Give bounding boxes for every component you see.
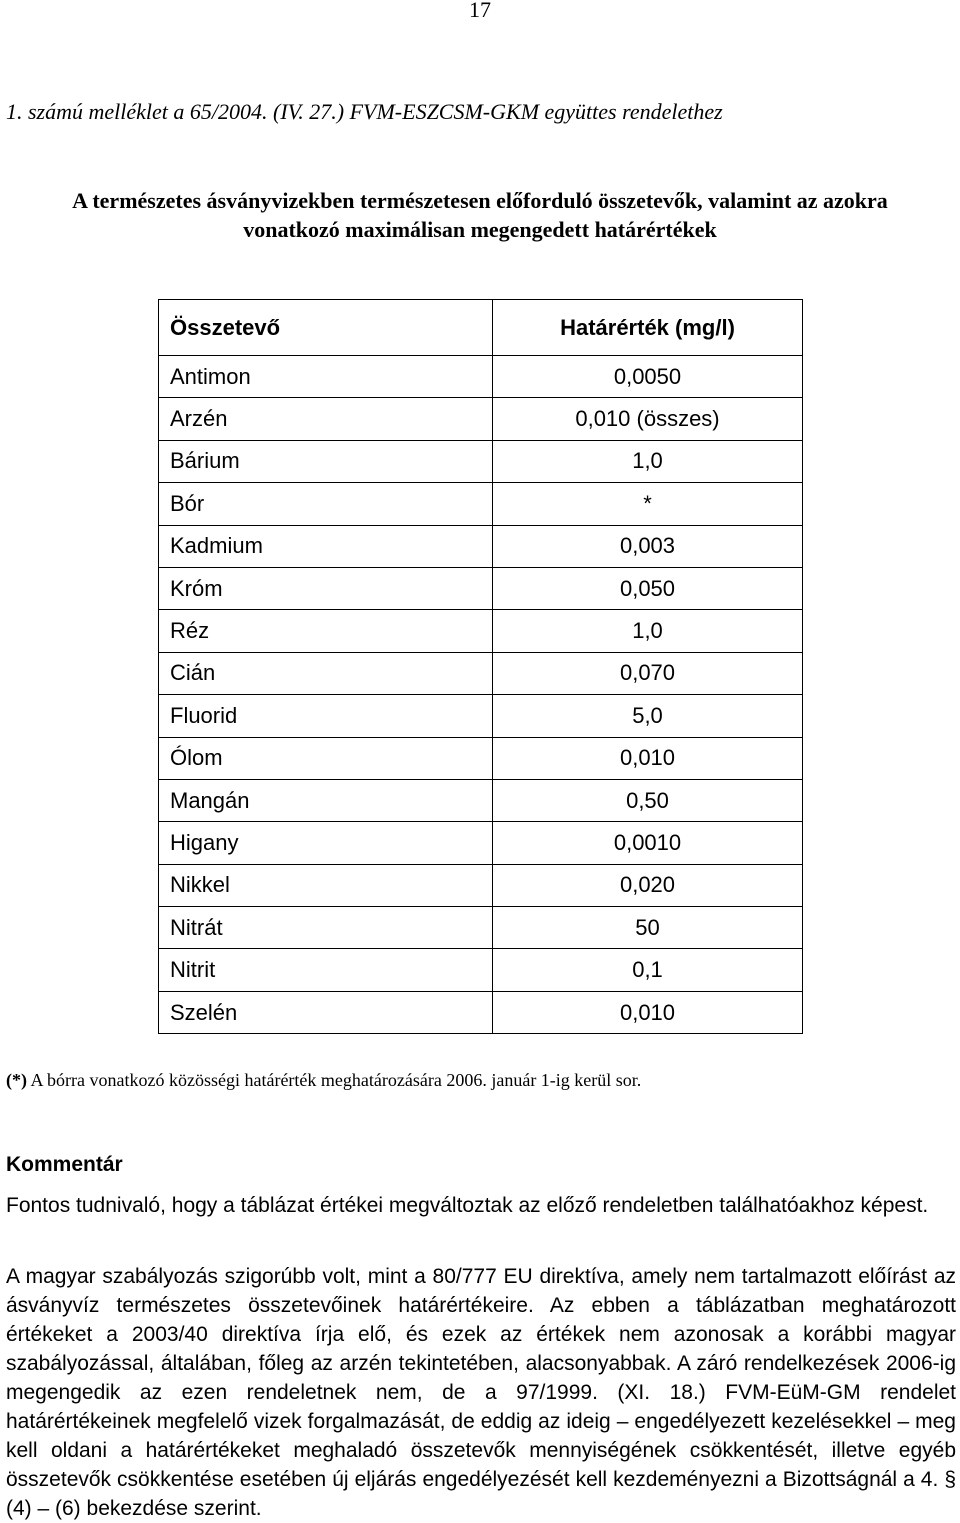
component-name-cell: Arzén (159, 398, 493, 440)
component-name-cell: Ólom (159, 737, 493, 779)
annex-reference: 1. számú melléklet a 65/2004. (IV. 27.) FVM-ESZCSM-GKM együttes rendelethez (6, 99, 723, 124)
table-row (159, 949, 803, 991)
footnote-text: A bórra vonatkozó közösségi határérték meghatározására 2006. január 1-ig kerül sor. (30, 1070, 642, 1090)
table-row (159, 652, 803, 694)
limit-value-cell: 0,0010 (493, 822, 803, 864)
commentary-paragraph-2: A magyar szabályozás szigorúbb volt, mint a 80/777 EU direktíva, amely nem tartalmazott előírást az ásványvíz természetes összetevőinek határértékeire. Az ebben a táblázatban meghatározott értékeket a 2003/40 direktíva írja elő, és ezek az értékek nem azonosak a korábbi magyar szabályozással, általában, főleg az arzén tekintetében, alacsonyabbak. A záró rendelkezések 2006-ig megengedik az ezen rendeletnek nem, de a 97/1999. (XI. 18.) FVM-EüM-GM rendelet határértékeinek megfelelő vizek forgalmazását, de eddig az ideig – engedélyezett kezelésekkel – meg kell oldani a határértékeket meghaladó összetevők mennyiségének csökkentését, illetve egyéb összetevők csökkentése esetében új eljárás engedélyezését kell kezdeményezni a Bizottságnál a 4. § (4) – (6) bekezdése szerint. (6, 1265, 956, 1520)
limit-value-cell: * (493, 483, 803, 525)
component-name-cell: Kadmium (159, 525, 493, 567)
header-limit-value: Határérték (mg/l) (493, 300, 803, 356)
page-number: 17 (469, 0, 491, 22)
table-row (159, 991, 803, 1033)
table-row (159, 398, 803, 440)
limit-value-cell: 50 (493, 907, 803, 949)
component-name-cell: Réz (159, 610, 493, 652)
component-name-cell: Szelén (159, 991, 493, 1033)
commentary-paragraph-1: Fontos tudnivaló, hogy a táblázat értékei megváltoztak az előző rendeletben találhatóakhoz képest. (6, 1194, 929, 1217)
table-row (159, 483, 803, 525)
component-name-cell: Nitrát (159, 907, 493, 949)
document-title (0, 186, 960, 244)
limit-value-cell: 0,050 (493, 567, 803, 609)
component-name-cell: Nikkel (159, 864, 493, 906)
component-name-cell: Bór (159, 483, 493, 525)
table-row (159, 907, 803, 949)
limit-values-table (158, 299, 803, 1034)
table-row (159, 610, 803, 652)
title-line-1: A természetes ásványvizekben természetesen előforduló összetevők, valamint az azokra (72, 188, 888, 213)
limit-value-cell: 0,50 (493, 779, 803, 821)
table-row (159, 440, 803, 482)
component-name-cell: Nitrit (159, 949, 493, 991)
commentary-heading: Kommentár (6, 1153, 123, 1176)
table-body (159, 356, 803, 1034)
limit-value-cell: 0,010 (493, 991, 803, 1033)
component-name-cell: Króm (159, 567, 493, 609)
title-line-2: vonatkozó maximálisan megengedett határértékek (243, 217, 717, 242)
table-row (159, 822, 803, 864)
table-row (159, 567, 803, 609)
limit-value-cell: 0,1 (493, 949, 803, 991)
component-name-cell: Bárium (159, 440, 493, 482)
table-row (159, 864, 803, 906)
limit-value-cell: 0,010 (összes) (493, 398, 803, 440)
limit-value-cell: 0,0050 (493, 356, 803, 398)
component-name-cell: Antimon (159, 356, 493, 398)
footnote-mark: (*) (6, 1070, 27, 1090)
limit-value-cell: 0,020 (493, 864, 803, 906)
table-row (159, 779, 803, 821)
header-component: Összetevő (159, 300, 493, 356)
table-header-row (159, 300, 803, 356)
component-name-cell: Higany (159, 822, 493, 864)
component-name-cell: Cián (159, 652, 493, 694)
table-row (159, 737, 803, 779)
limit-value-cell: 5,0 (493, 695, 803, 737)
footnote (6, 1068, 641, 1092)
component-name-cell: Fluorid (159, 695, 493, 737)
component-name-cell: Mangán (159, 779, 493, 821)
limit-value-cell: 1,0 (493, 440, 803, 482)
table-row (159, 695, 803, 737)
limit-value-cell: 0,010 (493, 737, 803, 779)
table-row (159, 525, 803, 567)
limit-value-cell: 1,0 (493, 610, 803, 652)
limit-value-cell: 0,003 (493, 525, 803, 567)
table-row (159, 356, 803, 398)
limit-value-cell: 0,070 (493, 652, 803, 694)
